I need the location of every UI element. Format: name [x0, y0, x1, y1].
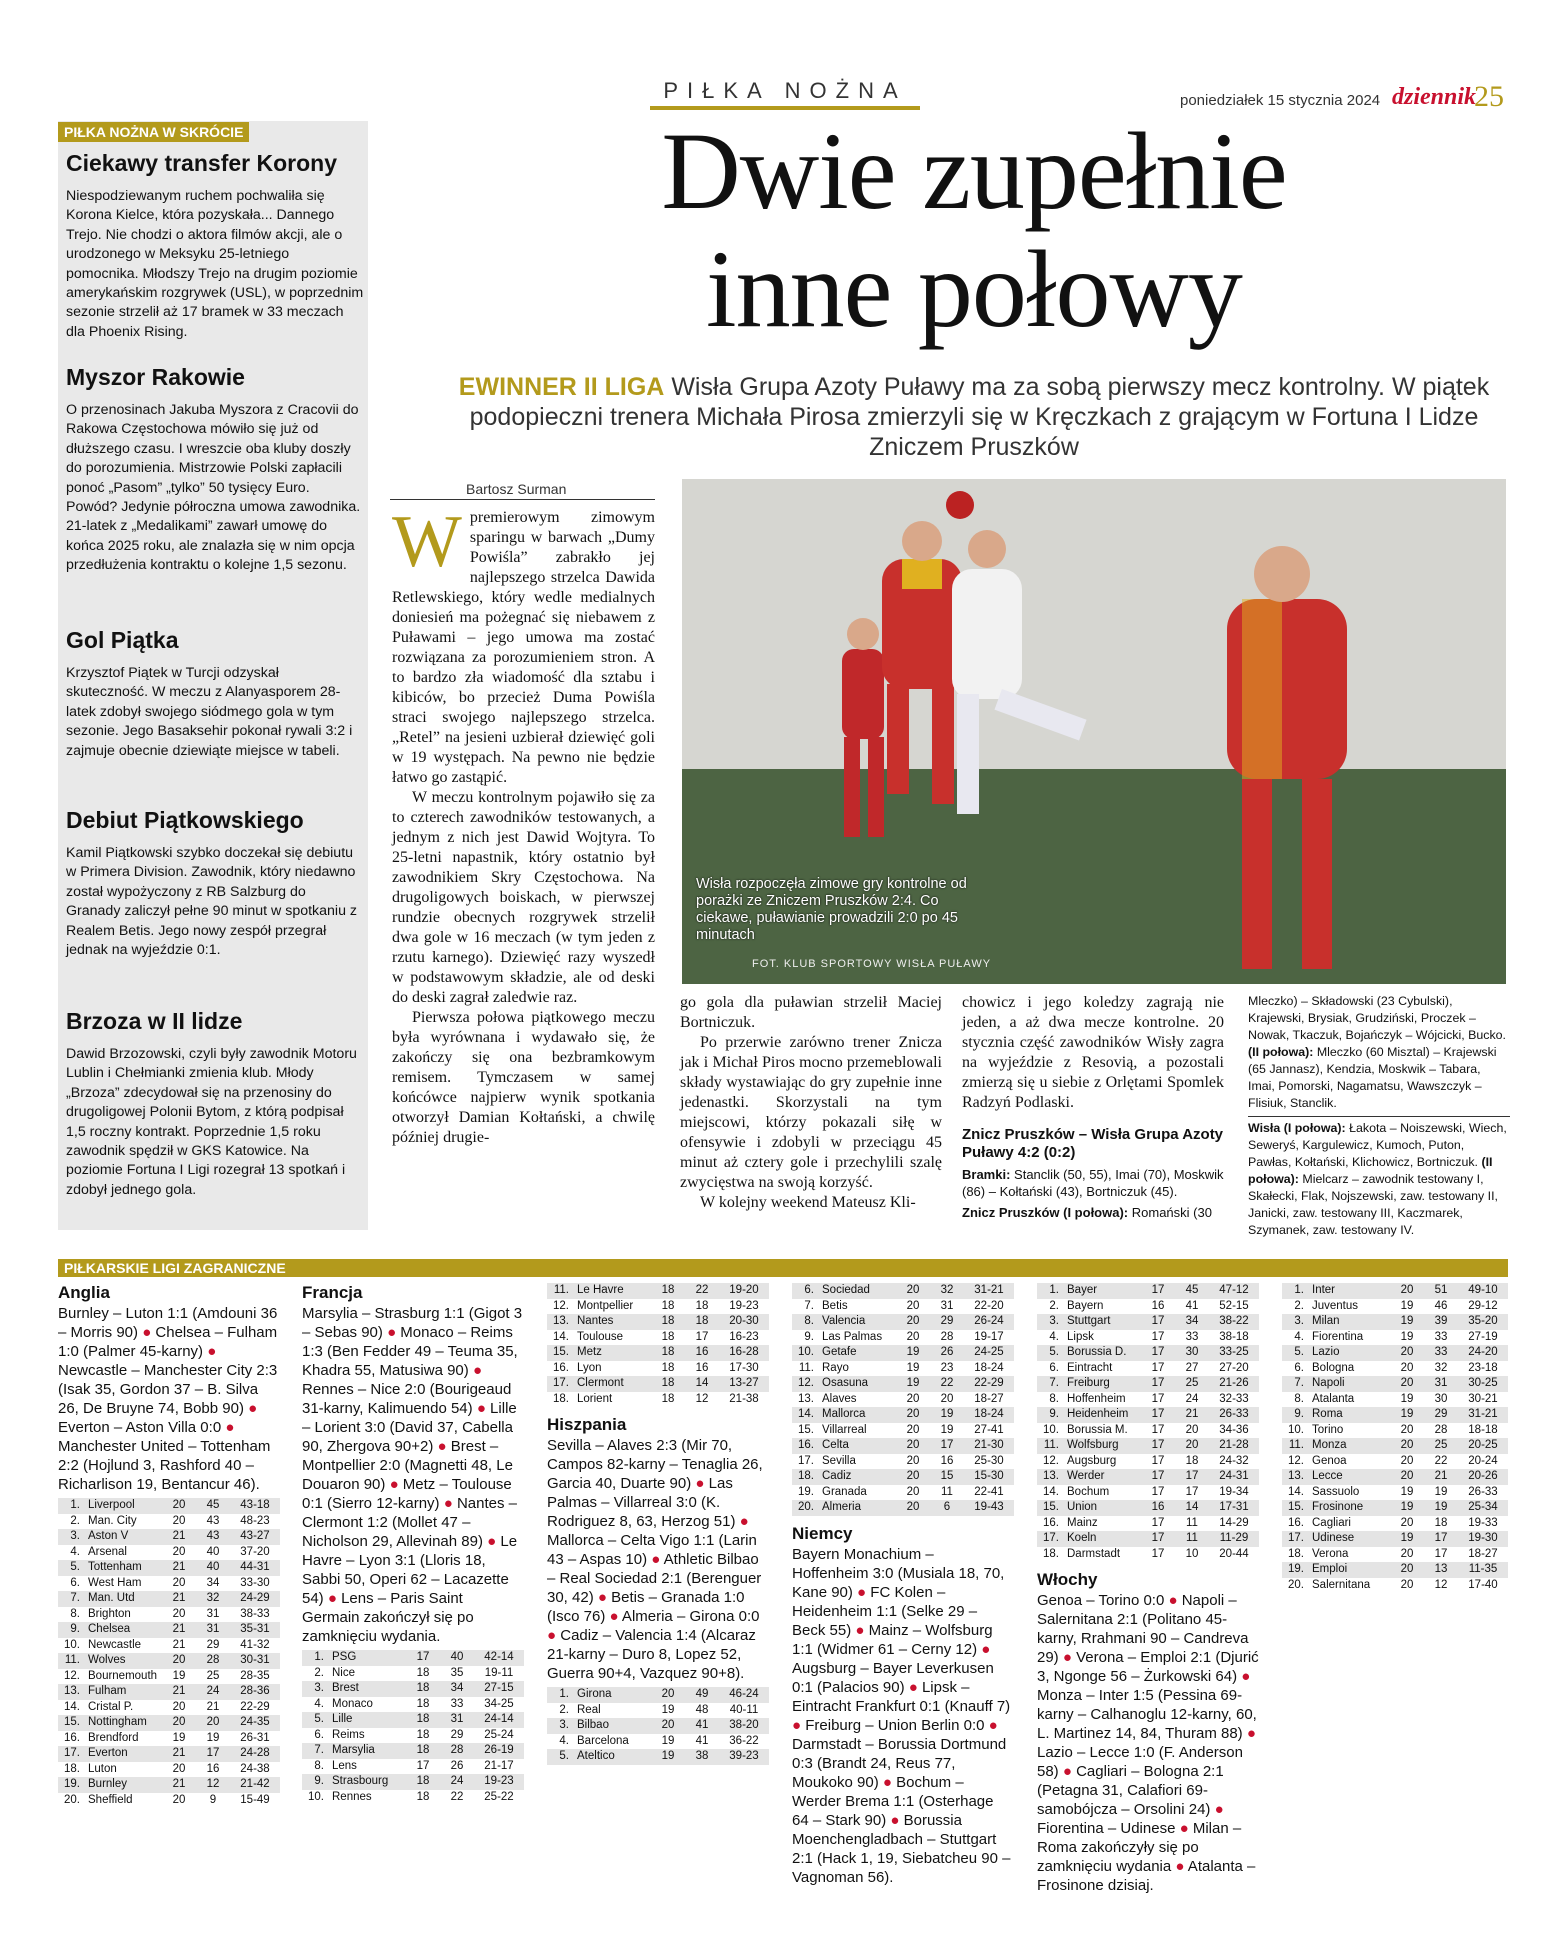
headline — [420, 112, 1528, 348]
table-row: 6. Sociedad 20 32 31-21 — [792, 1283, 1014, 1299]
sidebar-item-brzoza — [66, 1008, 364, 1200]
table-row: 3. Stuttgart 17 34 38-22 — [1037, 1314, 1259, 1330]
article-column-1 — [392, 501, 655, 1148]
match-box — [962, 1126, 1224, 1221]
match-box-lineups — [1248, 993, 1510, 1239]
table-row: 1. Bayer 17 45 47-12 — [1037, 1283, 1259, 1299]
table-row: 18. Cadiz 20 15 15-30 — [792, 1469, 1014, 1485]
separator-dot: ● — [389, 1476, 399, 1493]
znicz-lineup-2: Mleczko (60 Misztal) – Krajewski (65 Jannasz), Kendzia, Moskwik – Tabara, Imai, Pomorski, Nagamatsu, Wawszczyk – Flisiuk, Stanclik. — [1248, 1045, 1497, 1110]
table-row: 4. Fiorentina 19 33 27-19 — [1294, 1330, 1498, 1343]
separator-dot: ● — [1175, 1858, 1185, 1875]
table-row: 13. Nantes 18 18 20-30 — [547, 1314, 769, 1330]
table-row: 6. Bologna 20 32 23-18 — [1294, 1361, 1498, 1374]
standings-table — [1037, 1283, 1259, 1562]
table-row: 14. Toulouse 18 17 16-23 — [553, 1330, 759, 1343]
table-row: 13. Fulham 21 24 28-36 — [58, 1684, 280, 1700]
table-row: 18. Verona 20 17 18-27 — [1288, 1547, 1498, 1560]
sidebar-item-title: Ciekawy transfer Korony — [66, 150, 337, 176]
separator-dot: ● — [1241, 1668, 1251, 1685]
table-row: 20. Sheffield 20 9 15-49 — [64, 1793, 270, 1806]
separator-dot: ● — [597, 1589, 607, 1606]
sidebar-item-text: O przenosinach Jakuba Myszora z Cracovii do Rakowa Częstochowa mówiło się już od dłuższego czasu. I wreszcie oba kluby doszły do porozumienia. Mistrzowie Polski zapłacili ponoć „Pasom” „tylko” 50 tysięcy Euro. Powód? Jedynie półroczna umowa zawodnika. 21-latek z „Medalikami” zawarł umowę do końca 2025 roku, ale znalazła się w nim opcja przedłużenia kontraktu o kolejne 1,5 sezonu. — [66, 402, 361, 574]
table-row: 7. Marsylia 18 28 26-19 — [302, 1743, 524, 1759]
table-row: 2. Nice 18 35 19-11 — [314, 1666, 514, 1679]
league-title: Hiszpania — [547, 1415, 627, 1434]
table-row: 15. Metz 18 16 16-28 — [547, 1345, 769, 1361]
dateline: poniedziałek 15 stycznia 2024 — [1180, 92, 1381, 109]
standings-table — [58, 1498, 280, 1808]
league-england — [58, 1283, 280, 1808]
table-row: 9. Roma 19 29 31-21 — [1282, 1407, 1508, 1423]
table-row: 5. Borussia D. 17 30 33-25 — [1037, 1345, 1259, 1361]
separator-dot: ● — [651, 1551, 661, 1568]
league-title: Włochy — [1037, 1570, 1098, 1589]
table-row: 12. Osasuna 19 22 22-29 — [792, 1376, 1014, 1392]
league-results: Burnley – Luton 1:1 (Amdouni 36 – Morris 90) ● Chelsea – Fulham 1:0 (Palmer 45-karny) ● Newcastle – Manchester City 2:3 (Isak 35, Gordon 37 – B. Silva 26, De Bruyne 74, Bobb 90) ● Everton – Aston Villa 0:0 ● Manchester United – Tottenham 2:2 (Hojlund 3, Rashford 40 – Richarlison 19, Bentancur 46). — [58, 1305, 278, 1493]
table-row: 20. Salernitana 20 12 17-40 — [1288, 1578, 1498, 1591]
article-paragraph: Po przerwie zarówno trener Znicza jak i Michał Piros mocno przemeblowali składy wystawiając do gry zupełnie inne jedenastki. Skorzystali na tym miejscowi, którzy pokazali siłę w ofensywie i zdobyli w przeciągu 45 minut aż cztery gole i przechylili szalę zwycięstwa na swoją korzyść. — [680, 1034, 942, 1191]
separator-dot: ● — [739, 1513, 749, 1530]
sidebar-item-myszor — [66, 364, 364, 576]
standings-table — [302, 1650, 524, 1805]
table-row: 5. Ateltico 19 38 39-23 — [547, 1749, 769, 1765]
page-number: 25 — [1474, 80, 1504, 113]
table-row: 14. Cristal P. 20 21 22-29 — [64, 1700, 270, 1713]
table-row: 18. Darmstadt 17 10 20-44 — [1043, 1547, 1249, 1560]
table-row: 9. Las Palmas 20 28 19-17 — [804, 1330, 1004, 1343]
article-paragraph: go gola dla puławian strzelił Maciej Bortniczuk. — [680, 994, 942, 1031]
standings-table — [547, 1687, 769, 1765]
table-row: 10. Rennes 18 22 25-22 — [308, 1790, 514, 1803]
table-row: 16. Celta 20 17 21-30 — [792, 1438, 1014, 1454]
table-row: 4. Lipsk 17 33 38-18 — [1049, 1330, 1249, 1343]
table-row: 10. Newcastle 21 29 41-32 — [64, 1638, 270, 1651]
sidebar-item-text: Kamil Piątkowski szybko doczekał się debiutu w Primera Division. Zawodnik, który niedawno został wypożyczony z RB Salzburg do Granady zaliczył pełne 90 minut w spotkaniu z Realem Betis. Jego nowy zespół przegrał jednak na wyjeździe 0:1. — [66, 845, 357, 959]
wisla-label: Wisła (I połowa): — [1248, 1121, 1346, 1135]
separator-dot: ● — [225, 1419, 235, 1436]
table-row: 2. Bayern 16 41 52-15 — [1049, 1299, 1249, 1312]
sidebar-item-title: Brzoza w II lidze — [66, 1008, 243, 1034]
table-row: 19. Emploi 20 13 11-35 — [1282, 1562, 1508, 1578]
table-row: 1. PSG 17 40 42-14 — [302, 1650, 524, 1666]
table-row: 9. Chelsea 21 31 35-31 — [58, 1622, 280, 1638]
znicz-label: Znicz Pruszków (I połowa): — [962, 1205, 1129, 1220]
table-row: 17. Koeln 17 11 11-29 — [1037, 1531, 1259, 1547]
separator-dot: ● — [547, 1627, 557, 1644]
table-row: 12. Augsburg 17 18 24-32 — [1043, 1454, 1249, 1467]
sidebar-item-text: Krzysztof Piątek w Turcji odzyskał skuteczność. W meczu z Alanyasporem 28-latek zdobył swojego siódmego gola w tym sezonie. Jego Basaksehir pokonał rywali 3:2 i zajmuje obecnie dziewiąte miejsce w tabeli. — [66, 665, 353, 759]
table-row: 17. Udinese 19 17 19-30 — [1282, 1531, 1508, 1547]
table-row: 3. Bilbao 20 41 38-20 — [547, 1718, 769, 1734]
league-france-spain — [547, 1283, 769, 1765]
separator-dot: ● — [1246, 1725, 1256, 1742]
table-row: 16. Lyon 18 16 17-30 — [553, 1361, 759, 1374]
table-row: 19. Burnley 21 12 21-42 — [58, 1777, 280, 1793]
table-row: 4. Barcelona 19 41 36-22 — [559, 1734, 759, 1747]
table-row: 7. Napoli 20 31 30-25 — [1282, 1376, 1508, 1392]
table-row: 8. Atalanta 19 30 30-21 — [1294, 1392, 1498, 1405]
league-germany-italy — [1037, 1283, 1259, 1899]
separator-dot: ● — [207, 1343, 217, 1360]
standings-table — [792, 1283, 1014, 1516]
separator-dot: ● — [855, 1621, 865, 1639]
separator-dot: ● — [882, 1773, 892, 1791]
table-row: 1. Girona 20 49 46-24 — [547, 1687, 769, 1703]
separator-dot: ● — [248, 1400, 258, 1417]
separator-dot: ● — [327, 1590, 337, 1607]
goals-label: Bramki: — [962, 1167, 1011, 1182]
separator-dot: ● — [472, 1362, 482, 1379]
separator-dot: ● — [890, 1811, 900, 1829]
separator-dot: ● — [1214, 1801, 1224, 1818]
photo-caption: Wisła rozpoczęła zimowe gry kontrolne od porażki ze Zniczem Pruszków 2:4. Co ciekawe, puławianie prowadzili 2:0 po 45 minutach — [696, 876, 967, 943]
table-row: 20. Almeria 20 6 19-43 — [792, 1500, 1014, 1516]
separator-dot: ● — [1179, 1820, 1189, 1837]
separator-dot: ● — [857, 1583, 867, 1601]
table-row: 17. Clermont 18 14 13-27 — [547, 1376, 769, 1392]
table-row: 15. Union 16 14 17-31 — [1037, 1500, 1259, 1516]
table-row: 8. Valencia 20 29 26-24 — [792, 1314, 1014, 1330]
sidebar-item-text: Dawid Brzozowski, czyli były zawodnik Motoru Lublin i Chełmianki zmienia klub. Młody „Brzoza” zdecydował się na przenosiny do drugoligowej Polonii Bytom, z którą podpisał 1,5 roczny kontrakt. Poprzednie 1,5 roku zawodnik spędził w GKS Katowice. Na poziomie Fortuna I Ligi rozegrał 13 spotkań i zdobył jednego gola. — [66, 1046, 357, 1198]
byline-rule — [390, 499, 655, 500]
standings-table — [547, 1283, 769, 1407]
table-row: 4. Monaco 18 33 34-25 — [314, 1697, 514, 1710]
table-row: 2. Juventus 19 46 29-12 — [1294, 1299, 1498, 1312]
separator-dot: ● — [387, 1324, 397, 1341]
table-row: 16. Mainz 17 11 14-29 — [1043, 1516, 1249, 1529]
table-row: 10. Borussia M. 17 20 34-36 — [1043, 1423, 1249, 1436]
league-results: Bayern Monachium – Hoffenheim 3:0 (Musiala 18, 70, Kane 90) ● FC Kolen – Heidenheim 1:1 (Selke 29 – Beck 55) ● Mainz – Wolfsburg 1:1 (Widmer 61 – Cerny 12) ● Augsburg – Bayer Leverkusen 0:1 (Palacios 90) ● Lipsk – Eintracht Frankfurt 0:1 (Knauff 7) ● Freiburg – Union Berlin 0:0 ● Darmstadt – Borussia Dortmund 0:3 (Brandt 24, Reus 77, Moukoko 90) ● Bochum – Werder Brema 1:1 (Osterhage 64 – Stark 90) ● Borussia Moenchengladbach – Stuttgart 2:1 (Hack 1, 19, Siebatcheu 90 – Vagnoman 56). — [792, 1545, 1011, 1886]
table-row: 9. Heidenheim 17 21 26-33 — [1037, 1407, 1259, 1423]
league-title: Niemcy — [792, 1523, 853, 1543]
lead-text: Wisła Grupa Azoty Puławy ma za sobą pierwszy mecz kontrolny. W piątek podopieczni trenera Michała Pirosa zmierzyli się w Kręczkach z grającym w Fortuna I Lidze Zniczem Pruszków — [469, 373, 1490, 461]
table-row: 10. Getafe 19 26 24-25 — [792, 1345, 1014, 1361]
table-row: 14. Bochum 17 17 19-34 — [1043, 1485, 1249, 1498]
table-row: 1. Liverpool 20 45 43-18 — [58, 1498, 280, 1514]
table-row: 7. Man. Utd 21 32 24-29 — [58, 1591, 280, 1607]
table-row: 15. Frosinone 19 19 25-34 — [1282, 1500, 1508, 1516]
znicz-lineup: Mleczko) – Składowski (23 Cybulski), Krajewski, Brysiak, Grudziński, Proczek – Nowak, Tkaczuk, Bojańczyk – Wójcicki, Bucko. — [1248, 994, 1506, 1042]
goals-text: Stanclik (50, 55), Imai (70), Moskwik (86) – Kołtański (43), Bortniczuk (45). — [962, 1167, 1224, 1199]
table-row: 18. Luton 20 16 24-38 — [64, 1762, 270, 1775]
separator-dot: ● — [476, 1400, 486, 1417]
table-row: 6. West Ham 20 34 33-30 — [70, 1576, 270, 1589]
separator-dot: ● — [609, 1608, 619, 1625]
table-row: 5. Tottenham 21 40 44-31 — [58, 1560, 280, 1576]
table-row: 11. Rayo 19 23 18-24 — [798, 1361, 1004, 1374]
table-row: 13. Alaves 20 20 18-27 — [798, 1392, 1004, 1405]
table-row: 17. Sevilla 20 16 25-30 — [798, 1454, 1004, 1467]
table-row: 1. Inter 20 51 49-10 — [1282, 1283, 1508, 1299]
table-row: 8. Lens 17 26 21-17 — [314, 1759, 514, 1772]
table-row: 2. Man. City 20 43 48-23 — [70, 1514, 270, 1527]
dropcap: W — [392, 501, 462, 583]
znicz-lineup-start: Romański (30 — [1131, 1205, 1212, 1220]
article-paragraph: W kolejny weekend Mateusz Kli- — [700, 1194, 916, 1211]
sidebar-item-piatek — [66, 627, 364, 761]
separator-dot: ● — [1062, 1649, 1072, 1666]
separator-dot: ● — [443, 1495, 453, 1512]
table-row: 11. Monza 20 25 20-25 — [1282, 1438, 1508, 1454]
lead-kicker: EWINNER II LIGA — [458, 373, 665, 401]
separator-dot: ● — [1168, 1592, 1178, 1609]
headline-line-1: Dwie zupełnie — [661, 110, 1287, 232]
league-title: Anglia — [58, 1283, 110, 1302]
league-france — [302, 1283, 524, 1805]
table-row: 12. Montpellier 18 18 19-23 — [553, 1299, 759, 1312]
table-row: 10. Torino 20 28 18-18 — [1288, 1423, 1498, 1436]
separator-dot: ● — [142, 1324, 152, 1341]
photo-credit: FOT. KLUB SPORTOWY WISŁA PUŁAWY — [752, 958, 992, 970]
table-row: 14. Sassuolo 19 19 26-33 — [1288, 1485, 1498, 1498]
table-row: 3. Milan 19 39 35-20 — [1282, 1314, 1508, 1330]
table-row: 15. Nottingham 20 20 24-35 — [58, 1715, 280, 1731]
sidebar-item-title: Gol Piątka — [66, 627, 179, 653]
separator-dot: ● — [792, 1716, 802, 1734]
league-results: Marsylia – Strasburg 1:1 (Gigot 3 – Sebas 90) ● Monaco – Reims 1:3 (Ben Fedder 49 – Teuma 35, Khadra 55, Matusiwa 90) ● Rennes – Nice 2:0 (Bourigeaud 31-karny, Kalimuendo 54) ● Lille – Lorient 3:0 (David 37, Cabella 90, Zhergova 90+2) ● Brest – Montpellier 2:0 (Magnetti 48, Le Douaron 90) ● Metz – Toulouse 0:1 (Sierro 12-karny) ● Nantes – Clermont 1:2 (Mollet 47 – Nicholson 29, Allevinah 89) ● Le Havre – Lyon 3:1 (Lloris 18, Sabbi 50, Operi 62 – Lacazette 54) ● Lens – Paris Saint Germain zakończył się po zamknięciu wydania. — [302, 1305, 523, 1645]
table-row: 17. Everton 21 17 24-28 — [58, 1746, 280, 1762]
table-row: 8. Hoffenheim 17 24 32-33 — [1049, 1392, 1249, 1405]
league-results: Sevilla – Alaves 2:3 (Mir 70, Campos 82-karny – Tenaglia 26, Garcia 40, Duarte 90) ● Las Palmas – Villarreal 3:0 (K. Rodriguez 8, 63, Herzog 51) ● Mallorca – Celta Vigo 1:1 (Larin 43 – Aspas 10) ● Athletic Bilbao – Real Sociedad 2:1 (Berenguer 30, 42) ● Betis – Granada 1:0 (Isco 76) ● Almeria – Girona 0:0 ● Cadiz – Valencia 1:4 (Alcaraz 21-karny – Duro 8, Lopez 52, Guerra 90+4, Vazquez 90+8). — [547, 1437, 763, 1682]
ball — [946, 491, 974, 519]
table-row: 12. Genoa 20 22 20-24 — [1288, 1454, 1498, 1467]
sidebar-item-korona — [66, 150, 364, 342]
sidebar-item-title: Debiut Piątkowskiego — [66, 807, 304, 833]
table-row: 12. Bournemouth 19 25 28-35 — [64, 1669, 270, 1682]
table-row: 13. Lecce 20 21 20-26 — [1282, 1469, 1508, 1485]
table-row: 14. Mallorca 20 19 18-24 — [792, 1407, 1014, 1423]
sidebar-item-text: Niespodziewanym ruchem pochwaliła się Korona Kielce, która pozyskała... Dannego Trejo. Nie chodzi o aktora filmów akcji, ale o urodzonego w Meksyku 25-letniego pomocnika. Młodszy Trejo na drugim poziomie amerykańskim rozgrywek (USL), w poprzednim sezonie strzelił aż 17 bramek w 33 meczach dla Phoenix Rising. — [66, 188, 364, 340]
znicz-2-label: (II połowa): — [1248, 1045, 1314, 1059]
headline-line-2: inne połowy — [706, 228, 1242, 350]
table-row: 11. Wolves 20 28 30-31 — [58, 1653, 280, 1669]
separator-dot: ● — [1062, 1763, 1072, 1780]
table-row: 19. Granada 20 11 22-41 — [798, 1485, 1004, 1498]
article-paragraph: W meczu kontrolnym pojawiło się za to czterech zawodników testowanych, a jednym z nich jest Dawid Wojtyra. To 25-letni napastnik, który ostatnio był zawodnikiem Skry Częstochowa. Na drugoligowych boiskach, w pierwszej rundzie obecnych rozgrywek strzelił dwa gole w 16 meczach (w tym jeden z rzutu karnego). Dziewięć razy wyszedł w podstawowym składzie, ale od deski do deski zagrał zaledwie raz. — [392, 789, 655, 1006]
table-row: 2. Real 19 48 40-11 — [559, 1703, 759, 1716]
wisla-2-label: (II połowa): — [1248, 1155, 1493, 1186]
article-column-3 — [962, 993, 1224, 1113]
article-paragraph: Pierwsza połowa piątkowego meczu była wyrównana i wydawało się, że zakończy się ona bezbramkowym remisem. Tymczasem w samej końcówce najpierw wynik spotkania otworzył Damian Kołtański, a chwilę później drugie- — [392, 1009, 655, 1146]
separator-dot: ● — [695, 1475, 705, 1492]
table-row: 7. Betis 20 31 22-20 — [804, 1299, 1004, 1312]
table-row: 5. Lazio 20 33 24-20 — [1282, 1345, 1508, 1361]
table-row: 15. Villarreal 20 19 27-41 — [798, 1423, 1004, 1436]
table-row: 18. Lorient 18 12 21-38 — [553, 1392, 759, 1405]
table-row: 16. Brendford 19 19 26-31 — [64, 1731, 270, 1744]
article-column-2 — [680, 993, 942, 1213]
separator-dot: ● — [487, 1533, 497, 1550]
table-row: 7. Freiburg 17 25 21-26 — [1037, 1376, 1259, 1392]
brand-logo: dziennik — [1392, 84, 1477, 110]
league-results: Genoa – Torino 0:0 ● Napoli – Salernitana 2:1 (Politano 45-karny, Rrahmani 90 – Candreva 29) ● Verona – Emploi 2:1 (Djurić 3, Ngonge 56 – Żurkowski 64) ● Monza – Inter 1:5 (Pessina 69-karny – Calhanoglu 12-karny, 60, L. Martinez 14, 84, Thuram 88) ● Lazio – Lecce 1:0 (F. Anderson 58) ● Cagliari – Bologna 2:1 (Petagna 31, Calafiori 69-samobójcza – Orsolini 24) ● Fiorentina – Udinese ● Milan – Roma zakończyły się po zamknięciu wydania ● Atalanta – Frosinone dzisiaj. — [1037, 1592, 1259, 1894]
article-paragraph: premierowym zimowym sparingu w barwach „Dumy Powiśla” zabrakło jej najlepszego strzelca Dawida Retlewskiego, który wedle medialnych doniesień ma pożegnać się niebawem z Puławami – jego umowa ma zostać rozwiązana za porozumieniem stron. A to bardzo zła wiadomość dla sztabu i kibiców, bo przecież Duma Powiśla straci swojego najlepszego strzelca. „Retel” na jesieni uzbierał dziewięć goli w 19 występach. Na pewno nie będzie łatwo go zastąpić. — [392, 509, 655, 786]
table-row: 13. Werder 17 17 24-31 — [1037, 1469, 1259, 1485]
separator-dot: ● — [988, 1716, 998, 1734]
league-title: Francja — [302, 1283, 363, 1302]
separator-dot: ● — [437, 1438, 447, 1455]
table-row: 6. Reims 18 29 25-24 — [314, 1728, 514, 1741]
table-row: 16. Cagliari 20 18 19-33 — [1288, 1516, 1498, 1529]
article-lead — [420, 372, 1528, 462]
leagues-band-label: PIŁKARSKIE LIGI ZAGRANICZNE — [64, 1260, 286, 1276]
match-box-title: Znicz Pruszków – Wisła Grupa Azoty Puławy 4:2 (0:2) — [962, 1126, 1224, 1161]
standings-table — [1282, 1283, 1508, 1593]
table-row: 11. Wolfsburg 17 20 21-28 — [1037, 1438, 1259, 1454]
table-row: 9. Strasbourg 18 24 19-23 — [302, 1774, 524, 1790]
section-label: PIŁKA NOŻNA — [663, 78, 907, 103]
league-spain-germany — [792, 1283, 1014, 1891]
table-row: 4. Arsenal 20 40 37-20 — [70, 1545, 270, 1558]
table-row: 6. Eintracht 17 27 27-20 — [1049, 1361, 1249, 1374]
separator-dot: ● — [981, 1640, 991, 1658]
sidebar-tag: PIŁKA NOŻNA W SKRÓCIE — [58, 122, 249, 142]
table-row: 3. Aston V 21 43 43-27 — [58, 1529, 280, 1545]
table-row: 5. Lille 18 31 24-14 — [302, 1712, 524, 1728]
sidebar-item-piatkowski — [66, 807, 364, 960]
article-paragraph: chowicz i jego koledzy zagrają nie jeden, a aż dwa mecze kontrolne. 20 stycznia część zawodników Wisły zagra na wyjeździe z Resovią, a pozostali zmierzą się u siebie z Orlętami Spomlek Radzyń Podlaski. — [962, 994, 1224, 1111]
separator-dot: ● — [908, 1678, 918, 1696]
sidebar-item-title: Myszor Rakowie — [66, 364, 245, 390]
league-italy — [1282, 1283, 1508, 1593]
wisla-lineup-2: Mielcarz – zawodnik testowany I, Skałecki, Flak, Nojszewski, zaw. testowany II, Janicki, zaw. testowany III, Kaczmarek, Szymanek, zaw. testowany IV. — [1248, 1172, 1498, 1237]
table-row: 11. Le Havre 18 22 19-20 — [547, 1283, 769, 1299]
table-row: 8. Brighton 20 31 38-33 — [70, 1607, 270, 1620]
table-row: 3. Brest 18 34 27-15 — [302, 1681, 524, 1697]
byline: Bartosz Surman — [466, 481, 567, 497]
wisla-lineup: Łakota – Noiszewski, Wiech, Seweryś, Kargulewicz, Kumoch, Puton, Pawłas, Kołtański, Klichowicz, Bortniczuk. — [1248, 1121, 1507, 1169]
